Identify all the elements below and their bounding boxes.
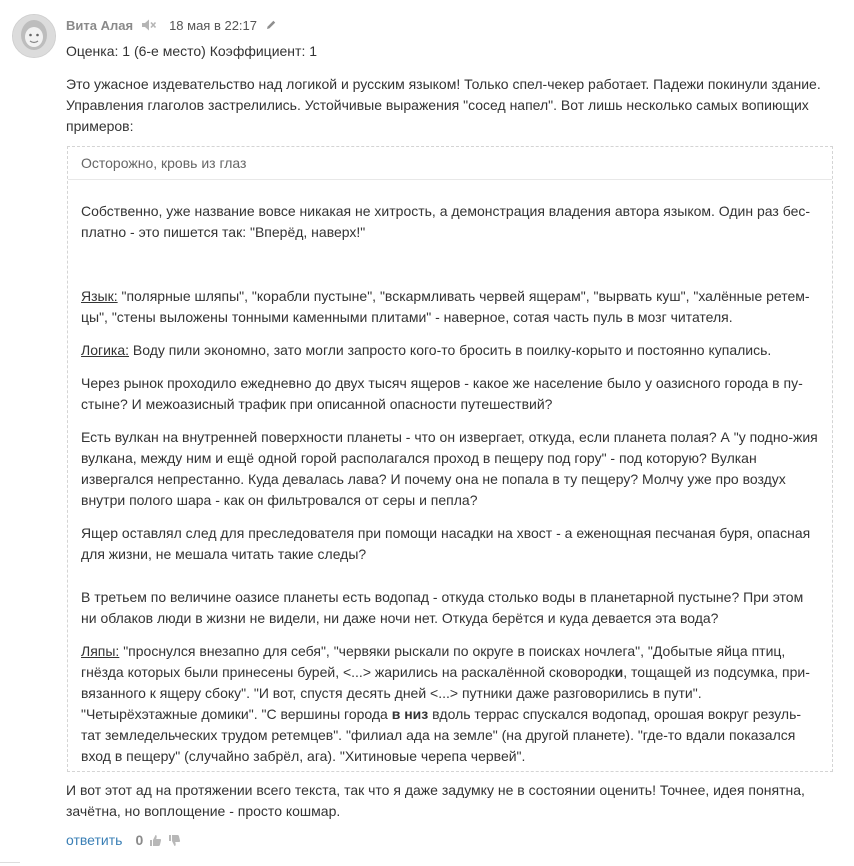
comment-date: 18 мая в 22:17 [169, 17, 258, 33]
language-text: "полярные шляпы", "корабли пустыне", "вскармливать червей ящерам", "вырвать куш", "халённые ретем-цы", "стены выложены тонными каменными плитами" - наверное, сотая часть пуль в мозг читателя. [81, 288, 810, 325]
speaker-muted-icon[interactable] [141, 18, 157, 32]
blunders-text: "проснулся внезапно для себя", "червяки рыскали по округе в поисках ночлега", "Добытые яйца птиц, гнёзда которых были принесены бурей, <...> жарились на раскалённой сковородк [81, 643, 786, 680]
language-label: Язык: [81, 288, 118, 304]
author-name[interactable]: Вита Алая [66, 17, 134, 33]
divider [0, 862, 20, 863]
logic-label: Логика: [81, 342, 130, 358]
thumbs-up-icon[interactable] [149, 834, 162, 847]
comment-actions [66, 831, 181, 849]
spoiler-paragraph: Собственно, уже название вовсе никакая не хитрость, а демонстрация владения автора языком. Один раз бес-платно - это пишется так: "Вперёд, наверх!" [81, 203, 811, 240]
reply-link[interactable]: ответить [66, 832, 123, 848]
spoiler-title[interactable]: Осторожно, кровь из глаз [68, 147, 832, 180]
avatar[interactable] [12, 14, 56, 58]
spoiler-paragraph [81, 286, 819, 328]
pencil-icon[interactable] [265, 19, 277, 31]
spoiler-paragraph: Есть вулкан на внутренней поверхности планеты - что он извергает, откуда, если планета полая? А "у подно-жия вулкана, между ним и ещё одной горой располагался проход в пещеру под гору" - под которую? Вулкан извергался непрестанно. Куда девалась лава? И почему она не попала в ту пещеру? Молчу уже про воздух внутри полого шара - как он фильтровался от серы и пепла? [81, 429, 818, 508]
blunders-emphasis: в низ [391, 706, 429, 722]
comment-conclusion: И вот этот ад на протяжении всего текста, так что я даже задумку не в состоянии оценить! Точнее, идея понятна, зачётна, но воплощение - просто кошмар. [66, 782, 805, 819]
spoiler-paragraph: В третьем по величине оазисе планеты есть водопад - откуда столько воды в планетарной пустыне? При этом ни облаков люди в жизни не видели, ни даже ночи нет. Откуда берётся и куда девается эта вода? [81, 589, 804, 626]
spoiler-paragraph: Ящер оставлял след для преследователя при помощи насадки на хвост - а еженощная песчаная буря, опасная для жизни, не мешала читать такие следы? [81, 525, 811, 562]
comment-intro: Это ужасное издевательство над логикой и русским языком! Только спел-чекер работает. Падежи покинули здание. Управления глаголов застрелились. Устойчивые выражения "сосед напел". Вот лишь несколько самых вопиющих примеров: [66, 76, 821, 134]
spoiler-paragraph: Через рынок проходило ежедневно до двух тысяч ящеров - какое же население было у оазисного города в пу-стыне? И межоазисный трафик при описанной опасности путешествий? [81, 375, 803, 412]
blunders-text: вдоль террас спускался водопад, орошая вокруг резуль-тат земледельческих трудом ретемцев". "филиал ада на земле" (на другой планете). "где-то вдали показался вход в пещеру" (случайно забрёл, ага). "Хитиновые черепа червей". [81, 706, 802, 764]
spoiler-paragraph [81, 641, 819, 767]
spoiler-paragraph [81, 340, 819, 361]
blunders-label: Ляпы: [81, 643, 120, 659]
blunders-emphasis: и [614, 664, 624, 680]
rating-value: 0 [135, 832, 144, 848]
spoiler-block [67, 146, 833, 772]
blunders-text: , тощащей из подсумка, при-вязанного к ящеру сбоку". "И вот, спустя десять дней <...> путники даже разговорились в пути". "Четырёхэтажные домики". "С вершины города [81, 664, 810, 722]
comment-header [66, 16, 277, 34]
spoiler-body [68, 180, 832, 767]
thumbs-down-icon[interactable] [168, 834, 181, 847]
logic-text: Воду пили экономно, зато могли запросто кого-то бросить в поилку-корыто и постоянно купались. [129, 342, 772, 358]
comment-score: Оценка: 1 (6-е место) Коэффициент: 1 [66, 43, 318, 59]
